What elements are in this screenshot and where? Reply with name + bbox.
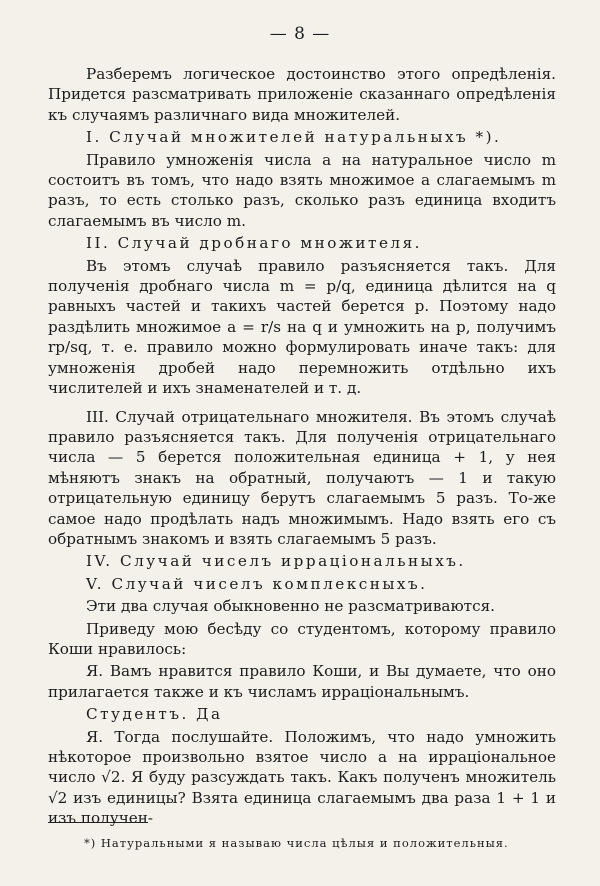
heading-case-1: I. Случай множителей натуральныхъ *). [86,128,502,147]
paragraph-dialogue-ya-2: Я. Тогда послушайте. Положимъ, что надо умножить нѣкоторое произвольно взятое число a на ирраціональное число √2. Я буду разсуждать такъ. Какъ полученъ множитель √2 изъ единицы? Взята единица слагаемымъ два раза 1 + 1 и изъ получен- [48,727,556,828]
paragraph-case-2: Въ этомъ случаѣ правило разъясняется такъ. Для полученія дробнаго числа m = p/q, единица дѣлится на q равныхъ частей и такихъ частей берется p. Поэтому надо раздѣлить множимое a = r/s на q и умножить на p, получимъ rp/sq, т. е. правило можно формулировать иначе такъ: для умноженія дробей надо перемножить отдѣльно ихъ числителей и ихъ знаменателей и т. д. [48,256,556,398]
page-number: — 8 — [269,24,331,44]
heading-case-2: II. Случай дробнаго множителя. [86,234,422,253]
footnote-rule [48,822,148,823]
paragraph-dialogue-student: Студентъ. Да [86,705,223,724]
body-text [48,64,556,831]
heading-case-4: IV. Случай чиселъ ирраціональныхъ. [86,552,466,571]
paragraph-dialogue-intro: Приведу мою бесѣду со студентомъ, которому правило Коши нравилось: [48,619,556,658]
paragraph-case-1: Правило умноженія числа a на натуральное число m состоитъ въ томъ, что надо взять множимое a слагаемымъ m разъ, то есть столько разъ, сколько разъ единица входитъ слагаемымъ въ число m. [48,150,556,230]
paragraph-dialogue-ya-1: Я. Вамъ нравится правило Коши, и Вы думаете, что оно прилагается также и къ числамъ ирраціональнымъ. [48,662,556,701]
heading-case-5: V. Случай чиселъ комплексныхъ. [86,574,428,593]
paragraph-case-3: III. Случай отрицательнаго множителя. Въ этомъ случаѣ правило разъясняется такъ. Для полученія отрицательнаго числа — 5 берется положительная единица + 1, у нея мѣняютъ знакъ на обратный, получаютъ — 1 и такую отрицательную единицу берутъ слагаемымъ 5 разъ. То-же самое надо продѣлать надъ множимымъ. Надо взять его съ обратнымъ знакомъ и взять слагаемымъ 5 разъ. [48,407,556,548]
footnote: *) Натуральными я называю числа цѣлыя и положительныя. [84,836,509,850]
paragraph-intro: Разберемъ логическое достоинство этого опредѣленія. Придется разсматривать приложеніе сказаннаго опредѣленія къ случаямъ различнаго вида множителей. [48,65,556,124]
paragraph-not-considered: Эти два случая обыкновенно не разсматриваются. [86,597,496,616]
